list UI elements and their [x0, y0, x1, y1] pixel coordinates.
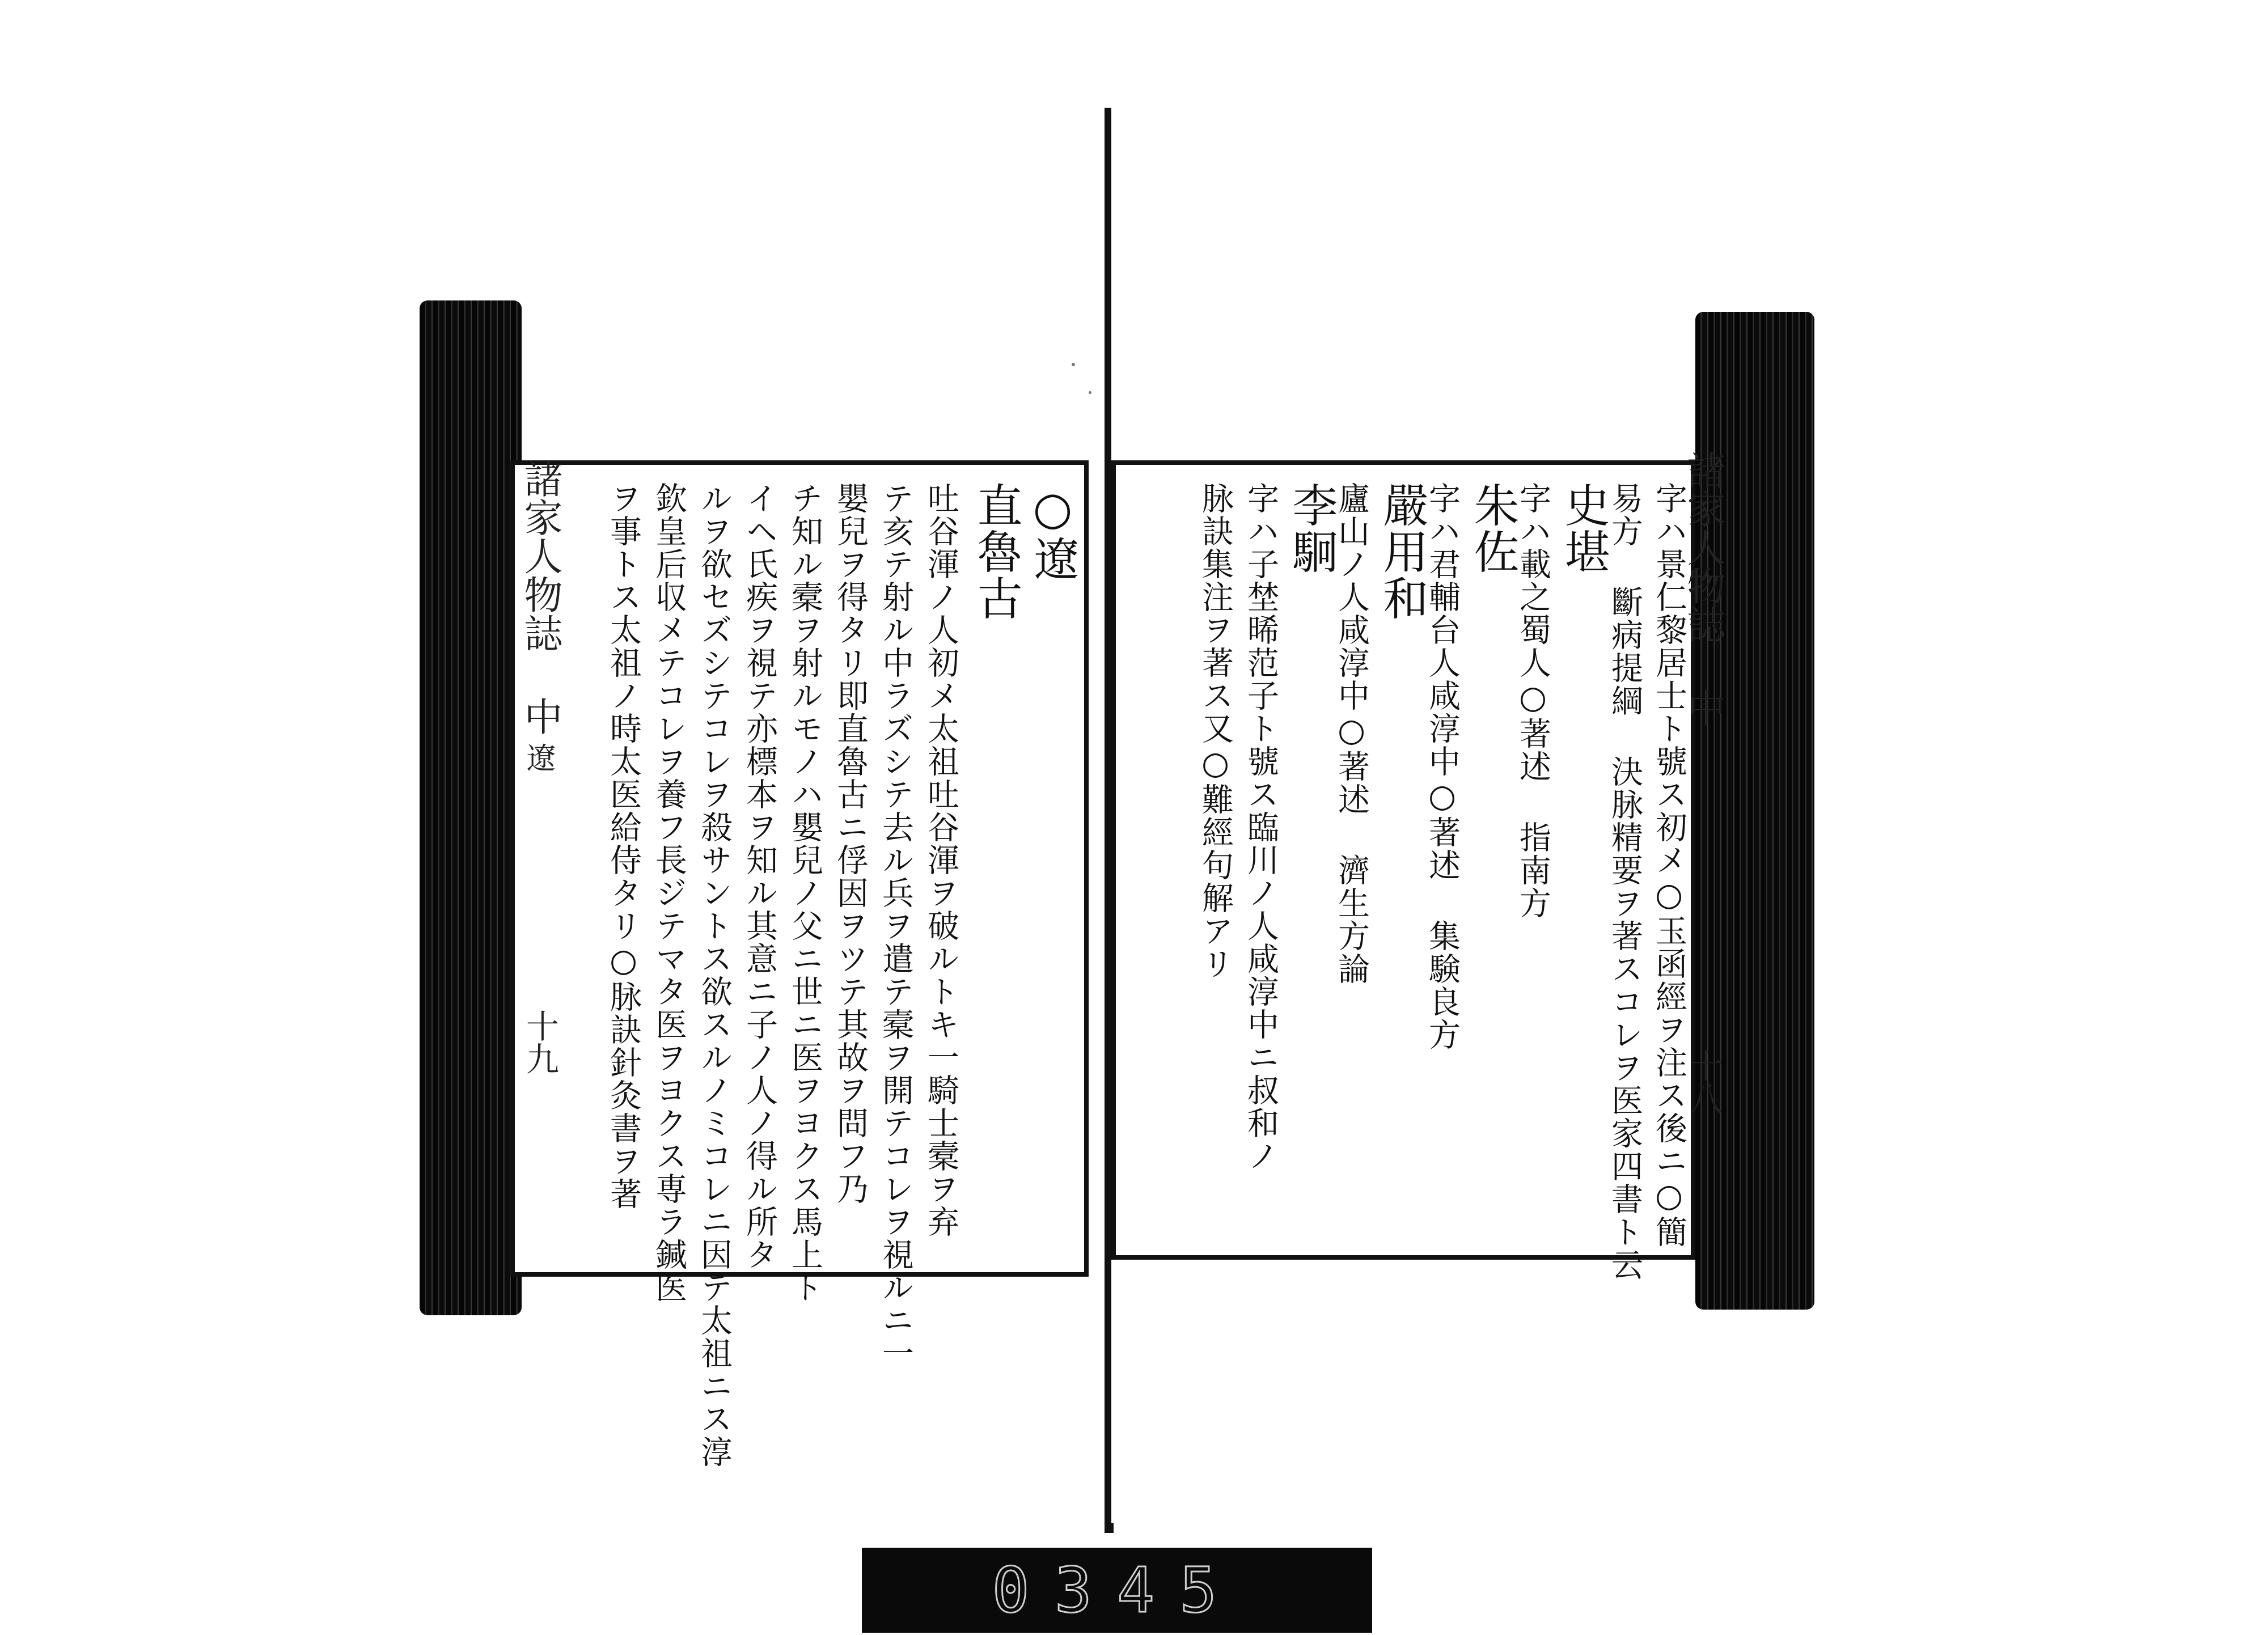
left-col-3: 吐谷渾ノ人初メ太祖吐谷渾ヲ破ルトキ一騎士槖ヲ弃	[923, 482, 959, 1238]
left-col-4: テ亥テ射ル中ラズシテ去ル兵ヲ遣テ槖ヲ開テコレヲ視ルニ一	[877, 482, 914, 1370]
right-col-9: 李駉	[1285, 482, 1338, 575]
left-col-7: イヘ氏疾ヲ視テ亦標本ヲ知ル其意ニ子ノ人ノ得ル所タ	[741, 482, 778, 1271]
right-col-3: 史堪	[1557, 482, 1610, 575]
left-col-2: 直魯古	[970, 482, 1022, 621]
scan-speck	[1072, 363, 1075, 366]
left-spine-title: 諸家人物誌 中	[518, 459, 562, 735]
left-col-9: 欽皇后収メテコレヲ養フ長ジテマタ医ヲヨクス専ラ鍼医	[650, 482, 687, 1304]
left-page-edge-stack	[420, 300, 522, 1315]
left-col-8: ルヲ欲セズシテコレヲ殺サントス欲スルノミコレニ因テ太祖ニス淳	[696, 482, 733, 1468]
right-spine-title: 諸家人物誌 中	[1681, 451, 1725, 727]
archive-number: 0345	[992, 1554, 1242, 1626]
right-col-11: 脉訣集注ヲ著ス又○難經句解アリ	[1197, 482, 1234, 980]
gutter-mark	[1105, 1523, 1114, 1533]
right-col-1: 字ハ景仁黎居士ト號ス初メ○玉函經ヲ注ス後ニ○簡	[1651, 482, 1687, 1248]
right-folio-number: 十八	[1684, 1049, 1723, 1115]
left-folio-number: 十九	[521, 1009, 559, 1075]
center-gutter	[1105, 108, 1111, 1531]
right-col-8: 廬山ノ人咸淳中○著述 濟生方論	[1333, 482, 1370, 985]
archive-number-bar	[862, 1548, 1372, 1633]
left-spine-section-tab: 遼	[521, 743, 555, 772]
left-col-5: 嬰兒ヲ得タリ即直魯古ニ俘因ヲツテ其故ヲ問フ乃	[832, 482, 869, 1205]
left-col-1: ○遼	[1026, 482, 1079, 582]
left-page	[510, 460, 1089, 1468]
right-col-7: 嚴用和	[1376, 482, 1428, 621]
left-col-10: ヲ事トス太祖ノ時太医給侍タリ○脉訣針灸書ヲ著	[605, 482, 642, 1210]
left-col-6: チ知ル槖ヲ射ルモノハ嬰兒ノ父ニ世ニ医ヲヨクス馬上ト	[786, 482, 823, 1304]
right-col-2: 易方 斷病提綱 決脉精要ヲ著スコレヲ医家四書ト云	[1606, 482, 1643, 1281]
right-page	[1111, 460, 1695, 1281]
scan-speck	[1089, 391, 1091, 394]
right-col-6: 字ハ君輔台人咸淳中○著述 集験良方	[1424, 482, 1461, 1051]
right-col-5: 朱佐	[1466, 482, 1519, 575]
right-col-10: 字ハ子埜晞范子ト號ス臨川ノ人咸淳中ニ叔和ノ	[1242, 482, 1279, 1172]
right-col-4: 字ハ載之蜀人○著述 指南方	[1514, 482, 1551, 920]
